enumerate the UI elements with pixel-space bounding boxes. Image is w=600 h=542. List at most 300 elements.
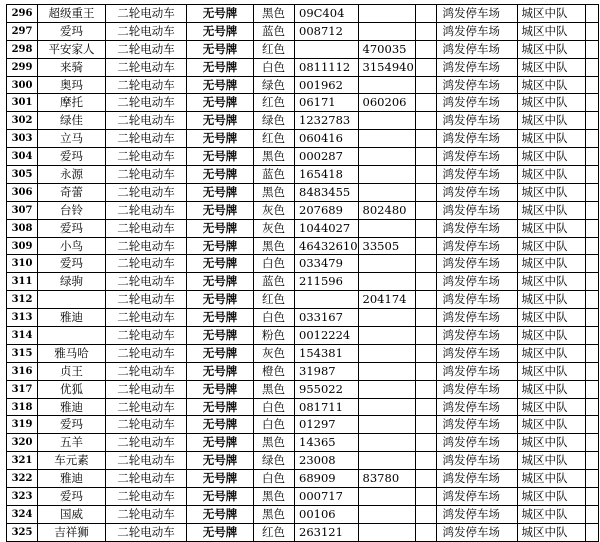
blank-cell (585, 470, 598, 488)
row-number-cell: 319 (7, 416, 38, 434)
row-number-cell: 298 (7, 40, 38, 58)
color-cell: 红色 (254, 40, 295, 58)
row-number-cell: 302 (7, 112, 38, 130)
color-cell: 白色 (254, 255, 295, 273)
parking-lot-cell: 鸿发停车场 (436, 76, 517, 94)
color-cell: 绿色 (254, 76, 295, 94)
unit-cell: 城区中队 (517, 148, 585, 166)
color-cell: 绿色 (254, 452, 295, 470)
unit-cell: 城区中队 (517, 505, 585, 523)
frame-number-cell: 09C404 (295, 5, 359, 23)
color-cell: 白色 (254, 58, 295, 76)
row-number-cell: 296 (7, 5, 38, 23)
blank-cell (585, 291, 598, 309)
color-cell: 灰色 (254, 344, 295, 362)
unit-cell: 城区中队 (517, 94, 585, 112)
motor-number-cell (358, 344, 415, 362)
color-cell: 红色 (254, 94, 295, 112)
brand-cell: 爱玛 (38, 416, 106, 434)
plate-cell: 无号牌 (187, 130, 254, 148)
brand-cell: 永源 (38, 166, 106, 184)
color-cell: 黑色 (254, 183, 295, 201)
brand-cell (38, 291, 106, 309)
plate-cell: 无号牌 (187, 76, 254, 94)
plate-cell: 无号牌 (187, 416, 254, 434)
blank-cell (415, 380, 436, 398)
color-cell: 白色 (254, 470, 295, 488)
unit-cell: 城区中队 (517, 309, 585, 327)
row-number-cell: 304 (7, 148, 38, 166)
frame-number-cell: 06171 (295, 94, 359, 112)
motor-number-cell (358, 380, 415, 398)
table-row (7, 488, 599, 506)
frame-number-cell: 008712 (295, 22, 359, 40)
table-row (7, 416, 599, 434)
unit-cell: 城区中队 (517, 470, 585, 488)
frame-number-cell: 033167 (295, 309, 359, 327)
blank-cell (415, 309, 436, 327)
plate-cell: 无号牌 (187, 344, 254, 362)
parking-lot-cell: 鸿发停车场 (436, 183, 517, 201)
frame-number-cell: 001962 (295, 76, 359, 94)
brand-cell: 小鸟 (38, 237, 106, 255)
motor-number-cell: 3154940 (358, 58, 415, 76)
brand-cell: 雅迪 (38, 470, 106, 488)
brand-cell: 贞王 (38, 362, 106, 380)
motor-number-cell: 33505 (358, 237, 415, 255)
motor-number-cell (358, 362, 415, 380)
table-row (7, 344, 599, 362)
brand-cell: 爱玛 (38, 219, 106, 237)
row-number-cell: 299 (7, 58, 38, 76)
plate-cell: 无号牌 (187, 327, 254, 345)
unit-cell: 城区中队 (517, 344, 585, 362)
frame-number-cell: 1232783 (295, 112, 359, 130)
blank-cell (585, 166, 598, 184)
row-number-cell: 314 (7, 327, 38, 345)
table-row (7, 273, 599, 291)
row-number-cell: 301 (7, 94, 38, 112)
row-number-cell: 316 (7, 362, 38, 380)
motor-number-cell (358, 219, 415, 237)
blank-cell (415, 58, 436, 76)
frame-number-cell (295, 40, 359, 58)
vehicle-type-cell: 二轮电动车 (106, 398, 187, 416)
parking-lot-cell: 鸿发停车场 (436, 166, 517, 184)
blank-cell (415, 40, 436, 58)
vehicle-table (6, 4, 599, 542)
motor-number-cell (358, 327, 415, 345)
plate-cell: 无号牌 (187, 148, 254, 166)
table-row (7, 255, 599, 273)
color-cell: 蓝色 (254, 22, 295, 40)
motor-number-cell (358, 76, 415, 94)
parking-lot-cell: 鸿发停车场 (436, 488, 517, 506)
vehicle-type-cell: 二轮电动车 (106, 58, 187, 76)
parking-lot-cell: 鸿发停车场 (436, 291, 517, 309)
frame-number-cell: 081711 (295, 398, 359, 416)
vehicle-type-cell: 二轮电动车 (106, 94, 187, 112)
motor-number-cell (358, 416, 415, 434)
parking-lot-cell: 鸿发停车场 (436, 148, 517, 166)
row-number-cell: 321 (7, 452, 38, 470)
brand-cell: 爱玛 (38, 22, 106, 40)
vehicle-type-cell: 二轮电动车 (106, 434, 187, 452)
color-cell: 灰色 (254, 201, 295, 219)
parking-lot-cell: 鸿发停车场 (436, 470, 517, 488)
parking-lot-cell: 鸿发停车场 (436, 416, 517, 434)
blank-cell (415, 327, 436, 345)
blank-cell (415, 22, 436, 40)
unit-cell: 城区中队 (517, 273, 585, 291)
motor-number-cell: 83780 (358, 470, 415, 488)
motor-number-cell: 060206 (358, 94, 415, 112)
vehicle-type-cell: 二轮电动车 (106, 148, 187, 166)
table-row (7, 237, 599, 255)
motor-number-cell (358, 255, 415, 273)
plate-cell: 无号牌 (187, 452, 254, 470)
color-cell: 粉色 (254, 327, 295, 345)
table-row (7, 40, 599, 58)
color-cell: 黑色 (254, 237, 295, 255)
frame-number-cell: 207689 (295, 201, 359, 219)
unit-cell: 城区中队 (517, 130, 585, 148)
row-number-cell: 305 (7, 166, 38, 184)
blank-cell (585, 148, 598, 166)
motor-number-cell (358, 273, 415, 291)
frame-number-cell: 1044027 (295, 219, 359, 237)
blank-cell (415, 523, 436, 541)
plate-cell: 无号牌 (187, 112, 254, 130)
row-number-cell: 324 (7, 505, 38, 523)
plate-cell: 无号牌 (187, 362, 254, 380)
table-row (7, 183, 599, 201)
vehicle-type-cell: 二轮电动车 (106, 166, 187, 184)
unit-cell: 城区中队 (517, 398, 585, 416)
vehicle-type-cell: 二轮电动车 (106, 380, 187, 398)
blank-cell (415, 344, 436, 362)
unit-cell: 城区中队 (517, 201, 585, 219)
brand-cell (38, 327, 106, 345)
blank-cell (415, 362, 436, 380)
plate-cell: 无号牌 (187, 58, 254, 76)
parking-lot-cell: 鸿发停车场 (436, 40, 517, 58)
blank-cell (415, 237, 436, 255)
unit-cell: 城区中队 (517, 166, 585, 184)
unit-cell: 城区中队 (517, 76, 585, 94)
frame-number-cell: 154381 (295, 344, 359, 362)
vehicle-type-cell: 二轮电动车 (106, 273, 187, 291)
motor-number-cell (358, 452, 415, 470)
vehicle-type-cell: 二轮电动车 (106, 488, 187, 506)
parking-lot-cell: 鸿发停车场 (436, 94, 517, 112)
vehicle-type-cell: 二轮电动车 (106, 5, 187, 23)
frame-number-cell: 000717 (295, 488, 359, 506)
blank-cell (415, 183, 436, 201)
motor-number-cell (358, 309, 415, 327)
table-row (7, 362, 599, 380)
color-cell: 绿色 (254, 112, 295, 130)
motor-number-cell (358, 183, 415, 201)
brand-cell: 摩托 (38, 94, 106, 112)
vehicle-type-cell: 二轮电动车 (106, 40, 187, 58)
motor-number-cell: 802480 (358, 201, 415, 219)
plate-cell: 无号牌 (187, 219, 254, 237)
table-row (7, 76, 599, 94)
blank-cell (585, 40, 598, 58)
brand-cell: 吉祥狮 (38, 523, 106, 541)
parking-lot-cell: 鸿发停车场 (436, 5, 517, 23)
unit-cell: 城区中队 (517, 380, 585, 398)
table-body (7, 5, 599, 542)
motor-number-cell (358, 488, 415, 506)
parking-lot-cell: 鸿发停车场 (436, 237, 517, 255)
color-cell: 白色 (254, 398, 295, 416)
blank-cell (585, 398, 598, 416)
frame-number-cell: 14365 (295, 434, 359, 452)
unit-cell: 城区中队 (517, 5, 585, 23)
frame-number-cell: 060416 (295, 130, 359, 148)
unit-cell: 城区中队 (517, 183, 585, 201)
unit-cell: 城区中队 (517, 523, 585, 541)
vehicle-type-cell: 二轮电动车 (106, 416, 187, 434)
parking-lot-cell: 鸿发停车场 (436, 255, 517, 273)
row-number-cell: 315 (7, 344, 38, 362)
table-row (7, 166, 599, 184)
vehicle-type-cell: 二轮电动车 (106, 22, 187, 40)
blank-cell (415, 416, 436, 434)
vehicle-type-cell: 二轮电动车 (106, 76, 187, 94)
unit-cell: 城区中队 (517, 255, 585, 273)
frame-number-cell: 211596 (295, 273, 359, 291)
brand-cell: 台铃 (38, 201, 106, 219)
blank-cell (585, 273, 598, 291)
blank-cell (585, 58, 598, 76)
parking-lot-cell: 鸿发停车场 (436, 219, 517, 237)
frame-number-cell: 31987 (295, 362, 359, 380)
blank-cell (415, 505, 436, 523)
brand-cell: 绿驹 (38, 273, 106, 291)
blank-cell (585, 416, 598, 434)
frame-number-cell: 033479 (295, 255, 359, 273)
blank-cell (415, 398, 436, 416)
blank-cell (585, 94, 598, 112)
blank-cell (415, 452, 436, 470)
vehicle-type-cell: 二轮电动车 (106, 452, 187, 470)
vehicle-type-cell: 二轮电动车 (106, 201, 187, 219)
motor-number-cell (358, 130, 415, 148)
blank-cell (585, 183, 598, 201)
motor-number-cell (358, 5, 415, 23)
frame-number-cell: 00106 (295, 505, 359, 523)
table-row (7, 505, 599, 523)
vehicle-type-cell: 二轮电动车 (106, 344, 187, 362)
color-cell: 黑色 (254, 488, 295, 506)
color-cell: 黑色 (254, 148, 295, 166)
plate-cell: 无号牌 (187, 273, 254, 291)
plate-cell: 无号牌 (187, 470, 254, 488)
vehicle-type-cell: 二轮电动车 (106, 130, 187, 148)
table-row (7, 470, 599, 488)
blank-cell (585, 505, 598, 523)
brand-cell: 奥玛 (38, 76, 106, 94)
blank-cell (585, 22, 598, 40)
table-row (7, 130, 599, 148)
plate-cell: 无号牌 (187, 434, 254, 452)
row-number-cell: 322 (7, 470, 38, 488)
frame-number-cell: 01297 (295, 416, 359, 434)
unit-cell: 城区中队 (517, 416, 585, 434)
parking-lot-cell: 鸿发停车场 (436, 344, 517, 362)
blank-cell (585, 255, 598, 273)
vehicle-type-cell: 二轮电动车 (106, 309, 187, 327)
blank-cell (415, 470, 436, 488)
table-row (7, 291, 599, 309)
brand-cell: 超级重王 (38, 5, 106, 23)
table-row (7, 309, 599, 327)
blank-cell (585, 344, 598, 362)
motor-number-cell (358, 148, 415, 166)
row-number-cell: 311 (7, 273, 38, 291)
brand-cell: 车元素 (38, 452, 106, 470)
blank-cell (415, 130, 436, 148)
color-cell: 黑色 (254, 5, 295, 23)
blank-cell (415, 94, 436, 112)
frame-number-cell: 46432610 (295, 237, 359, 255)
table-row (7, 22, 599, 40)
row-number-cell: 303 (7, 130, 38, 148)
table-row (7, 201, 599, 219)
blank-cell (585, 130, 598, 148)
blank-cell (585, 327, 598, 345)
parking-lot-cell: 鸿发停车场 (436, 380, 517, 398)
vehicle-type-cell: 二轮电动车 (106, 219, 187, 237)
unit-cell: 城区中队 (517, 327, 585, 345)
color-cell: 白色 (254, 309, 295, 327)
table-row (7, 58, 599, 76)
motor-number-cell (358, 523, 415, 541)
row-number-cell: 308 (7, 219, 38, 237)
color-cell: 红色 (254, 130, 295, 148)
parking-lot-cell: 鸿发停车场 (436, 22, 517, 40)
unit-cell: 城区中队 (517, 40, 585, 58)
blank-cell (415, 112, 436, 130)
frame-number-cell: 955022 (295, 380, 359, 398)
blank-cell (585, 362, 598, 380)
parking-lot-cell: 鸿发停车场 (436, 452, 517, 470)
color-cell: 白色 (254, 416, 295, 434)
brand-cell: 爱玛 (38, 255, 106, 273)
brand-cell: 雅迪 (38, 309, 106, 327)
unit-cell: 城区中队 (517, 452, 585, 470)
vehicle-type-cell: 二轮电动车 (106, 255, 187, 273)
unit-cell: 城区中队 (517, 22, 585, 40)
row-number-cell: 313 (7, 309, 38, 327)
table-row (7, 452, 599, 470)
blank-cell (415, 291, 436, 309)
table-row (7, 434, 599, 452)
blank-cell (585, 309, 598, 327)
blank-cell (585, 523, 598, 541)
brand-cell: 雅迪 (38, 398, 106, 416)
parking-lot-cell: 鸿发停车场 (436, 505, 517, 523)
plate-cell: 无号牌 (187, 488, 254, 506)
vehicle-type-cell: 二轮电动车 (106, 505, 187, 523)
table-row (7, 219, 599, 237)
blank-cell (585, 380, 598, 398)
plate-cell: 无号牌 (187, 505, 254, 523)
blank-cell (415, 5, 436, 23)
row-number-cell: 307 (7, 201, 38, 219)
row-number-cell: 325 (7, 523, 38, 541)
motor-number-cell (358, 112, 415, 130)
parking-lot-cell: 鸿发停车场 (436, 112, 517, 130)
motor-number-cell (358, 166, 415, 184)
blank-cell (585, 237, 598, 255)
brand-cell: 雅马哈 (38, 344, 106, 362)
table-row (7, 148, 599, 166)
motor-number-cell (358, 22, 415, 40)
blank-cell (415, 166, 436, 184)
row-number-cell: 300 (7, 76, 38, 94)
row-number-cell: 297 (7, 22, 38, 40)
frame-number-cell: 000287 (295, 148, 359, 166)
blank-cell (585, 452, 598, 470)
frame-number-cell: 165418 (295, 166, 359, 184)
color-cell: 蓝色 (254, 273, 295, 291)
parking-lot-cell: 鸿发停车场 (436, 309, 517, 327)
blank-cell (415, 488, 436, 506)
color-cell: 黑色 (254, 434, 295, 452)
parking-lot-cell: 鸿发停车场 (436, 362, 517, 380)
row-number-cell: 318 (7, 398, 38, 416)
frame-number-cell: 0811112 (295, 58, 359, 76)
frame-number-cell (295, 291, 359, 309)
plate-cell: 无号牌 (187, 523, 254, 541)
plate-cell: 无号牌 (187, 291, 254, 309)
blank-cell (585, 219, 598, 237)
blank-cell (415, 434, 436, 452)
vehicle-type-cell: 二轮电动车 (106, 362, 187, 380)
color-cell: 红色 (254, 523, 295, 541)
parking-lot-cell: 鸿发停车场 (436, 434, 517, 452)
frame-number-cell: 8483455 (295, 183, 359, 201)
plate-cell: 无号牌 (187, 5, 254, 23)
table-row (7, 380, 599, 398)
vehicle-type-cell: 二轮电动车 (106, 291, 187, 309)
frame-number-cell: 23008 (295, 452, 359, 470)
plate-cell: 无号牌 (187, 237, 254, 255)
brand-cell: 五羊 (38, 434, 106, 452)
unit-cell: 城区中队 (517, 291, 585, 309)
brand-cell: 来骑 (38, 58, 106, 76)
color-cell: 橙色 (254, 362, 295, 380)
color-cell: 黑色 (254, 505, 295, 523)
table-row (7, 327, 599, 345)
plate-cell: 无号牌 (187, 166, 254, 184)
blank-cell (585, 5, 598, 23)
blank-cell (415, 201, 436, 219)
vehicle-type-cell: 二轮电动车 (106, 470, 187, 488)
motor-number-cell: 204174 (358, 291, 415, 309)
plate-cell: 无号牌 (187, 398, 254, 416)
blank-cell (415, 255, 436, 273)
unit-cell: 城区中队 (517, 112, 585, 130)
blank-cell (585, 112, 598, 130)
color-cell: 红色 (254, 291, 295, 309)
blank-cell (415, 219, 436, 237)
parking-lot-cell: 鸿发停车场 (436, 58, 517, 76)
